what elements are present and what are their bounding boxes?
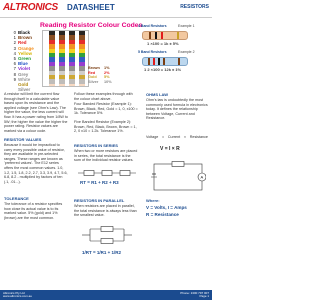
ohms-law-circuit <box>150 160 206 194</box>
band-gold <box>177 32 179 39</box>
where-heading: Where: <box>146 198 160 203</box>
tolerance-value: 2% <box>104 70 110 75</box>
footer-phone: Phone: 1300 797 007 <box>180 291 209 295</box>
band4-formula: 1 ×100 = 1k ± 5% <box>147 41 179 46</box>
eq-current: Current <box>167 135 181 139</box>
category-label: RESISTORS <box>180 4 209 10</box>
colour-code-name: White <box>18 76 31 82</box>
tolerance-value: 5% <box>104 75 110 80</box>
examples-intro: Follow these examples through with the colour chart above. <box>74 92 133 101</box>
tolerance-colour: Brown <box>88 66 100 70</box>
series-paragraph: When two or more resistors are placed in series, the total resistance is the sum of the individual resistor values. <box>74 149 138 163</box>
colour-code-name: Black <box>18 30 31 36</box>
band4-example-label: Example 1 <box>178 24 195 28</box>
colour-code-name: Red <box>18 40 27 46</box>
band4-label: 4 Band Resistors <box>138 24 167 28</box>
ohms-law-heading: OHMS LAW <box>146 92 168 97</box>
footer-website: www.altronics.com.au <box>3 294 33 299</box>
tolerance-legend <box>88 66 112 84</box>
header-bar <box>0 0 212 18</box>
colour-code-name: Orange <box>18 45 34 51</box>
band5-example-label: Example 2 <box>178 50 195 54</box>
series-schematic <box>78 168 136 178</box>
tolerance-value: 10% <box>104 79 112 84</box>
footer-left <box>3 292 32 298</box>
colour-code-number: 1 <box>13 35 16 41</box>
example-1-text: Four Banded Resistor (Example 1): Brown, Black, Red, Gold = 1, 0, x100 = 1k. Tolerance 5%. <box>74 102 138 116</box>
eq-times: × <box>183 135 187 139</box>
colour-code-number: 5 <box>13 56 16 62</box>
colour-code-name: Violet <box>18 66 31 72</box>
colour-code-list <box>10 30 36 92</box>
colour-code-number: 2 <box>13 40 16 46</box>
band-brown-mult <box>163 58 165 65</box>
band-column-4 <box>79 31 85 86</box>
band-swatch <box>69 79 75 83</box>
resistor-5band <box>142 57 188 66</box>
parallel-heading: RESISTORS IN PARALLEL <box>74 198 125 203</box>
parallel-schematic <box>82 226 132 244</box>
band-black <box>158 58 160 65</box>
series-heading: RESISTORS IN SERIES <box>74 143 118 148</box>
eq-resistance: Resistance <box>189 135 208 139</box>
parallel-formula: 1/RT = 1/R1 + 1/R2 <box>82 250 122 255</box>
brand-logo: ALTRONICS <box>3 2 58 13</box>
colour-code-number: 9 <box>13 76 16 82</box>
svg-text:A: A <box>200 174 204 180</box>
colour-code-name: Yellow <box>18 50 33 56</box>
colour-code-name: Blue <box>18 61 28 67</box>
tolerance-colour: Gold <box>88 75 97 80</box>
band-brown <box>149 32 151 39</box>
footer-page: Page 1 <box>199 294 209 299</box>
colour-code-name: Brown <box>18 35 32 41</box>
colour-code-number: 3 <box>13 45 16 51</box>
colour-code-number: 7 <box>13 66 16 72</box>
colour-code-name: Silver <box>18 87 31 93</box>
colour-code-number: 8 <box>13 71 16 77</box>
values-paragraph: Because it would be impractical to carry every possible value of resistor, they are available in pre-selected ranges. These ranges are known as 'preferred values'. The E12 series offers the most common values. 1.0, 1.2, 1.5, 1.8, 2.2, 2.7, 3.3, 3.9, 4.7, 5.6, 6.8, 8.2 - multiplied by factors of ten (.1, .01...). <box>4 143 68 184</box>
example-2-text: Five Banded Resistor (Example 2): Brown, Red, Black, Brown, Brown = 1, 2, 0 x10 = 1.2k. Tolerance 1%. <box>74 120 137 134</box>
eq-equals: = <box>162 135 165 139</box>
band-black <box>155 32 157 39</box>
colour-code-number: 4 <box>13 50 16 56</box>
resistor-4band <box>142 31 188 40</box>
footer-company: Altronics Pty Ltd <box>3 291 25 295</box>
colour-code-name: Grey <box>18 71 29 77</box>
tolerance-paragraph: The tolerance of a resistor specifies how close its actual value is to its marked value. 5% (gold) and 1% (brown) are the most common. <box>4 202 63 220</box>
colour-code-name: Green <box>18 56 32 62</box>
band5-label: 5 Band Resistors <box>138 50 167 54</box>
where-formula-line1: V = Volts, I = Amps <box>146 205 187 210</box>
footer-bar <box>0 290 212 300</box>
band-column-3 <box>69 31 75 86</box>
tolerance-colour: Silver <box>88 79 99 84</box>
tolerance-heading: TOLERANCE <box>4 196 29 201</box>
colour-band-chart <box>42 30 89 87</box>
tolerance-colour: Red <box>88 70 96 75</box>
band-red <box>161 32 163 39</box>
series-formula: RT = R1 + R2 + R3 <box>80 180 119 185</box>
eq-voltage: Voltage <box>146 135 159 139</box>
footer-right <box>180 292 209 298</box>
band-swatch <box>79 79 85 83</box>
intro-paragraph: A resistor will limit the current flow through itself in a calculable value based upon its resistance and the applied voltage (see Ohm's Law). The higher the value, the less current will flow. It has a power rating from 1/8W to 5W; the higher the value the higher the power rating. Resistor values are marked via a colour code. <box>4 92 68 133</box>
band-red <box>153 58 155 65</box>
band-swatch <box>49 79 55 83</box>
band-brown <box>148 58 150 65</box>
tolerance-value: 1% <box>104 66 110 70</box>
band-column-2 <box>59 31 65 86</box>
ohms-equation-words <box>146 135 208 140</box>
page-title: Reading Resistor Colour Codes <box>40 22 143 29</box>
colour-code-number: 0 <box>13 30 16 36</box>
colour-code-name: Gold <box>18 81 29 87</box>
band-column-1 <box>49 31 55 86</box>
band-brown-tol <box>178 58 180 65</box>
ohms-short-formula: V = I × R <box>160 146 180 152</box>
band-swatch <box>59 79 65 83</box>
parallel-paragraph: When resistors are placed in parallel, the total resistance is always less than the smallest value. <box>74 204 137 218</box>
band5-formula: 1 2 ×100 = 12k ± 1% <box>144 67 182 72</box>
values-heading: RESISTOR VALUES <box>4 137 42 142</box>
ohms-law-paragraph: Ohm's law is undoubtedly the most commonly used formula in electronics today. It defines the relationship between Voltage, Current and Resistance. <box>146 98 208 121</box>
where-formula-line2: R = Resistance <box>146 212 179 217</box>
tolerance-row <box>88 80 112 85</box>
colour-code-number: 6 <box>13 61 16 67</box>
doc-type: DATASHEET <box>67 3 115 12</box>
